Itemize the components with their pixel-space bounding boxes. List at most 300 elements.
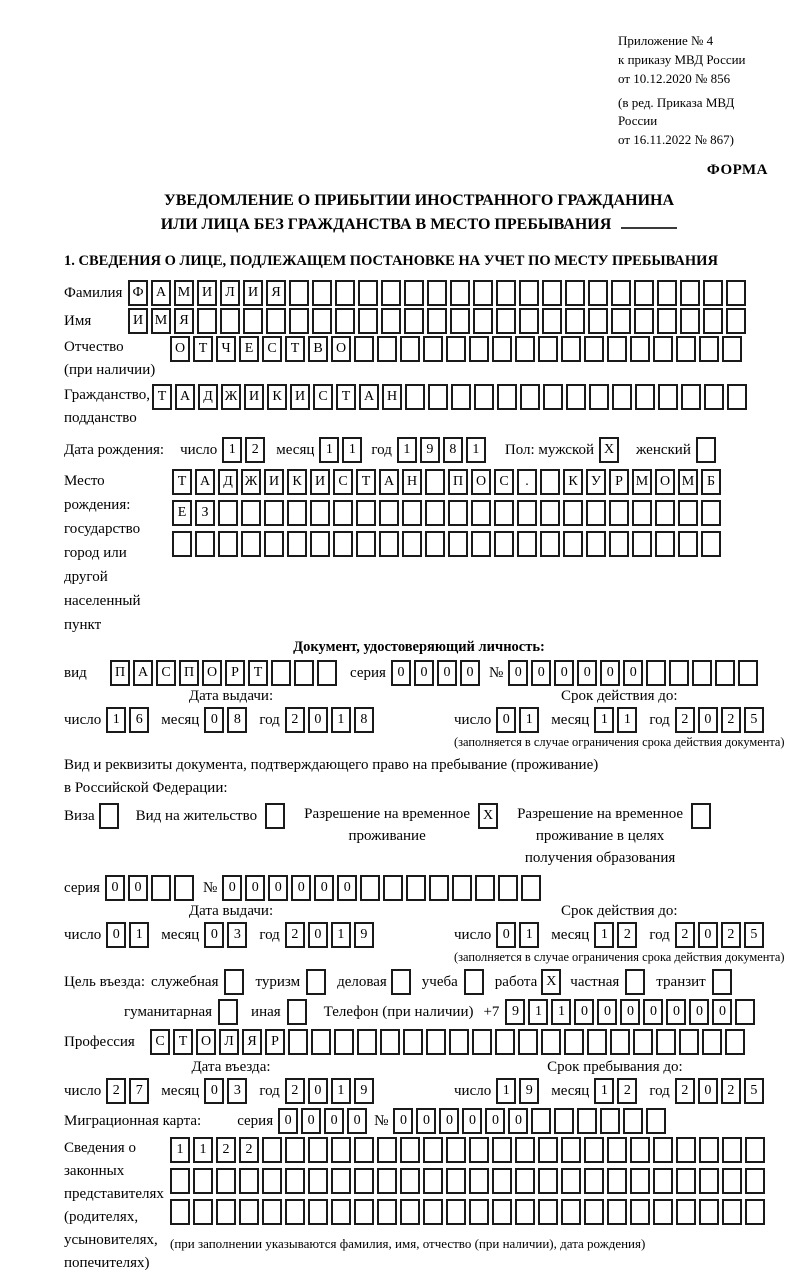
form-cell[interactable]: 1 xyxy=(496,1078,516,1104)
form-cell[interactable] xyxy=(451,384,471,410)
form-cell[interactable] xyxy=(151,875,171,901)
form-cell[interactable] xyxy=(264,531,284,557)
form-cell[interactable] xyxy=(542,308,562,334)
form-cell[interactable] xyxy=(554,1108,574,1134)
form-cell[interactable] xyxy=(469,1199,489,1225)
form-cell[interactable] xyxy=(584,1137,604,1163)
form-cell[interactable]: З xyxy=(195,500,215,526)
form-cell[interactable]: О xyxy=(331,336,351,362)
form-cell[interactable] xyxy=(566,384,586,410)
form-cell[interactable]: 0 xyxy=(222,875,242,901)
form-cell[interactable] xyxy=(563,531,583,557)
form-cell[interactable] xyxy=(406,875,426,901)
form-cell[interactable] xyxy=(630,1168,650,1194)
form-cell[interactable]: 0 xyxy=(268,875,288,901)
form-cell[interactable] xyxy=(701,531,721,557)
form-cell[interactable] xyxy=(331,1168,351,1194)
form-cell[interactable] xyxy=(174,875,194,901)
form-cell[interactable]: 0 xyxy=(485,1108,505,1134)
form-cell[interactable] xyxy=(400,1199,420,1225)
form-cell[interactable] xyxy=(515,1199,535,1225)
form-cell[interactable] xyxy=(515,1168,535,1194)
form-cell[interactable] xyxy=(538,1137,558,1163)
form-cell[interactable] xyxy=(678,531,698,557)
form-cell[interactable] xyxy=(241,531,261,557)
form-cell[interactable] xyxy=(357,1029,377,1055)
form-cell[interactable]: 0 xyxy=(508,1108,528,1134)
form-cell[interactable] xyxy=(635,384,655,410)
form-cell[interactable]: 9 xyxy=(505,999,525,1025)
form-cell[interactable] xyxy=(494,500,514,526)
form-cell[interactable]: 0 xyxy=(698,922,718,948)
form-cell[interactable] xyxy=(495,1029,515,1055)
form-cell[interactable]: С xyxy=(156,660,176,686)
form-cell[interactable] xyxy=(584,1199,604,1225)
form-cell[interactable] xyxy=(471,531,491,557)
form-cell[interactable]: 0 xyxy=(462,1108,482,1134)
form-cell[interactable]: 0 xyxy=(204,1078,224,1104)
form-cell[interactable] xyxy=(517,500,537,526)
form-cell[interactable]: 9 xyxy=(519,1078,539,1104)
form-cell[interactable]: 8 xyxy=(227,707,247,733)
form-cell[interactable] xyxy=(425,500,445,526)
form-cell[interactable] xyxy=(692,660,712,686)
form-cell[interactable]: 0 xyxy=(574,999,594,1025)
form-cell[interactable] xyxy=(565,280,585,306)
form-cell[interactable] xyxy=(538,336,558,362)
form-cell[interactable]: 1 xyxy=(106,707,126,733)
form-cell[interactable] xyxy=(197,308,217,334)
form-cell[interactable]: А xyxy=(195,469,215,495)
form-cell[interactable] xyxy=(381,280,401,306)
form-cell[interactable] xyxy=(738,660,758,686)
form-cell[interactable]: 8 xyxy=(354,707,374,733)
form-cell[interactable] xyxy=(264,500,284,526)
form-cell[interactable] xyxy=(193,1199,213,1225)
form-cell[interactable] xyxy=(653,1168,673,1194)
form-cell[interactable] xyxy=(584,1168,604,1194)
form-cell[interactable] xyxy=(266,308,286,334)
form-cell[interactable] xyxy=(400,1168,420,1194)
form-cell[interactable] xyxy=(218,500,238,526)
form-cell[interactable]: Р xyxy=(225,660,245,686)
form-cell[interactable]: 1 xyxy=(331,1078,351,1104)
form-cell[interactable] xyxy=(623,1108,643,1134)
form-cell[interactable] xyxy=(429,875,449,901)
form-cell[interactable] xyxy=(239,1168,259,1194)
form-cell[interactable] xyxy=(285,1199,305,1225)
form-cell[interactable] xyxy=(492,1199,512,1225)
form-cell[interactable] xyxy=(423,1199,443,1225)
form-cell[interactable] xyxy=(646,660,666,686)
form-cell[interactable] xyxy=(195,531,215,557)
form-cell[interactable]: 0 xyxy=(291,875,311,901)
form-cell[interactable]: 0 xyxy=(623,660,643,686)
form-cell[interactable] xyxy=(577,1108,597,1134)
form-cell[interactable] xyxy=(289,308,309,334)
form-cell[interactable] xyxy=(450,280,470,306)
form-cell[interactable] xyxy=(308,1199,328,1225)
form-cell[interactable]: Л xyxy=(220,280,240,306)
form-cell[interactable] xyxy=(584,336,604,362)
form-cell[interactable] xyxy=(725,1029,745,1055)
form-cell[interactable] xyxy=(607,1168,627,1194)
form-cell[interactable] xyxy=(428,384,448,410)
checkbox-cell[interactable] xyxy=(712,969,732,995)
form-cell[interactable] xyxy=(494,531,514,557)
form-cell[interactable] xyxy=(565,308,585,334)
form-cell[interactable] xyxy=(656,1029,676,1055)
form-cell[interactable]: 2 xyxy=(106,1078,126,1104)
form-cell[interactable] xyxy=(632,500,652,526)
form-cell[interactable]: Р xyxy=(265,1029,285,1055)
form-cell[interactable]: 0 xyxy=(496,922,516,948)
form-cell[interactable]: И xyxy=(128,308,148,334)
form-cell[interactable]: 2 xyxy=(675,707,695,733)
checkbox-cell[interactable]: X xyxy=(478,803,498,829)
form-cell[interactable] xyxy=(450,308,470,334)
checkbox-cell[interactable] xyxy=(224,969,244,995)
form-cell[interactable]: Т xyxy=(152,384,172,410)
form-cell[interactable] xyxy=(241,500,261,526)
form-cell[interactable] xyxy=(610,1029,630,1055)
form-cell[interactable]: 0 xyxy=(597,999,617,1025)
form-cell[interactable] xyxy=(676,336,696,362)
form-cell[interactable] xyxy=(262,1137,282,1163)
form-cell[interactable] xyxy=(379,531,399,557)
form-cell[interactable] xyxy=(703,280,723,306)
form-cell[interactable] xyxy=(704,384,724,410)
form-cell[interactable] xyxy=(542,280,562,306)
form-cell[interactable]: 2 xyxy=(285,1078,305,1104)
form-cell[interactable] xyxy=(632,531,652,557)
form-cell[interactable]: Т xyxy=(336,384,356,410)
form-cell[interactable]: 3 xyxy=(227,1078,247,1104)
form-cell[interactable]: Ж xyxy=(241,469,261,495)
form-cell[interactable] xyxy=(377,1137,397,1163)
form-cell[interactable]: 9 xyxy=(354,1078,374,1104)
form-cell[interactable]: М xyxy=(678,469,698,495)
form-cell[interactable] xyxy=(449,1029,469,1055)
form-cell[interactable] xyxy=(360,875,380,901)
form-cell[interactable]: У xyxy=(586,469,606,495)
form-cell[interactable] xyxy=(400,336,420,362)
form-cell[interactable] xyxy=(216,1168,236,1194)
form-cell[interactable]: 0 xyxy=(347,1108,367,1134)
checkbox-cell[interactable]: X xyxy=(599,437,619,463)
form-cell[interactable] xyxy=(519,280,539,306)
form-cell[interactable] xyxy=(630,1137,650,1163)
checkbox-cell[interactable] xyxy=(696,437,716,463)
form-cell[interactable] xyxy=(310,531,330,557)
form-cell[interactable] xyxy=(543,384,563,410)
form-cell[interactable]: 2 xyxy=(216,1137,236,1163)
form-cell[interactable] xyxy=(745,1168,765,1194)
form-cell[interactable]: И xyxy=(197,280,217,306)
form-cell[interactable] xyxy=(681,384,701,410)
form-cell[interactable] xyxy=(564,1029,584,1055)
form-cell[interactable] xyxy=(262,1168,282,1194)
form-cell[interactable] xyxy=(517,531,537,557)
form-cell[interactable]: 0 xyxy=(308,1078,328,1104)
form-cell[interactable] xyxy=(423,1137,443,1163)
form-cell[interactable]: 2 xyxy=(617,922,637,948)
form-cell[interactable]: 2 xyxy=(285,707,305,733)
form-cell[interactable]: М xyxy=(632,469,652,495)
form-cell[interactable]: О xyxy=(202,660,222,686)
form-cell[interactable]: 0 xyxy=(554,660,574,686)
form-cell[interactable] xyxy=(289,280,309,306)
form-cell[interactable] xyxy=(446,336,466,362)
form-cell[interactable] xyxy=(400,1137,420,1163)
form-cell[interactable]: Я xyxy=(266,280,286,306)
form-cell[interactable]: 3 xyxy=(227,922,247,948)
form-cell[interactable] xyxy=(676,1168,696,1194)
form-cell[interactable] xyxy=(354,1137,374,1163)
form-cell[interactable] xyxy=(377,1199,397,1225)
form-cell[interactable]: 1 xyxy=(342,437,362,463)
form-cell[interactable] xyxy=(680,308,700,334)
form-cell[interactable]: 2 xyxy=(245,437,265,463)
form-cell[interactable]: Б xyxy=(701,469,721,495)
form-cell[interactable]: К xyxy=(267,384,287,410)
form-cell[interactable]: И xyxy=(264,469,284,495)
form-cell[interactable]: 0 xyxy=(128,875,148,901)
form-cell[interactable] xyxy=(402,500,422,526)
form-cell[interactable] xyxy=(170,1168,190,1194)
form-cell[interactable] xyxy=(308,1168,328,1194)
form-cell[interactable]: 1 xyxy=(222,437,242,463)
form-cell[interactable]: 9 xyxy=(354,922,374,948)
form-cell[interactable]: Ф xyxy=(128,280,148,306)
form-cell[interactable] xyxy=(312,280,332,306)
form-cell[interactable]: 0 xyxy=(666,999,686,1025)
form-cell[interactable] xyxy=(678,500,698,526)
form-cell[interactable]: Ч xyxy=(216,336,236,362)
form-cell[interactable]: Т xyxy=(172,469,192,495)
form-cell[interactable]: 0 xyxy=(600,660,620,686)
form-cell[interactable]: 1 xyxy=(519,707,539,733)
form-cell[interactable]: 0 xyxy=(308,707,328,733)
form-cell[interactable]: 0 xyxy=(689,999,709,1025)
form-cell[interactable]: 2 xyxy=(675,922,695,948)
form-cell[interactable] xyxy=(680,280,700,306)
form-cell[interactable] xyxy=(496,280,516,306)
form-cell[interactable] xyxy=(287,500,307,526)
form-cell[interactable] xyxy=(377,336,397,362)
form-cell[interactable]: 0 xyxy=(643,999,663,1025)
form-cell[interactable] xyxy=(334,1029,354,1055)
form-cell[interactable] xyxy=(312,308,332,334)
form-cell[interactable]: Я xyxy=(174,308,194,334)
form-cell[interactable] xyxy=(243,308,263,334)
form-cell[interactable] xyxy=(561,1199,581,1225)
form-cell[interactable] xyxy=(331,1137,351,1163)
form-cell[interactable] xyxy=(518,1029,538,1055)
form-cell[interactable] xyxy=(630,1199,650,1225)
form-cell[interactable]: 2 xyxy=(721,922,741,948)
form-cell[interactable]: 0 xyxy=(314,875,334,901)
form-cell[interactable] xyxy=(271,660,291,686)
form-cell[interactable]: 1 xyxy=(528,999,548,1025)
form-cell[interactable]: 0 xyxy=(324,1108,344,1134)
form-cell[interactable]: Е xyxy=(172,500,192,526)
form-cell[interactable] xyxy=(612,384,632,410)
form-cell[interactable] xyxy=(699,1137,719,1163)
form-cell[interactable] xyxy=(611,308,631,334)
form-cell[interactable] xyxy=(354,1199,374,1225)
form-cell[interactable] xyxy=(427,280,447,306)
form-cell[interactable]: 2 xyxy=(721,1078,741,1104)
form-cell[interactable] xyxy=(611,280,631,306)
form-cell[interactable]: Е xyxy=(239,336,259,362)
form-cell[interactable]: 0 xyxy=(416,1108,436,1134)
checkbox-cell[interactable] xyxy=(287,999,307,1025)
form-cell[interactable]: 2 xyxy=(721,707,741,733)
form-cell[interactable] xyxy=(492,336,512,362)
form-cell[interactable]: 1 xyxy=(617,707,637,733)
form-cell[interactable] xyxy=(563,500,583,526)
form-cell[interactable]: 1 xyxy=(331,922,351,948)
form-cell[interactable] xyxy=(676,1199,696,1225)
form-cell[interactable] xyxy=(193,1168,213,1194)
form-cell[interactable] xyxy=(701,500,721,526)
form-cell[interactable]: И xyxy=(243,280,263,306)
form-cell[interactable]: 9 xyxy=(420,437,440,463)
form-cell[interactable] xyxy=(540,469,560,495)
form-cell[interactable]: 0 xyxy=(620,999,640,1025)
form-cell[interactable] xyxy=(655,500,675,526)
form-cell[interactable] xyxy=(218,531,238,557)
form-cell[interactable] xyxy=(288,1029,308,1055)
form-cell[interactable] xyxy=(311,1029,331,1055)
form-cell[interactable] xyxy=(540,500,560,526)
form-cell[interactable]: М xyxy=(151,308,171,334)
form-cell[interactable] xyxy=(646,1108,666,1134)
form-cell[interactable] xyxy=(745,1137,765,1163)
form-cell[interactable] xyxy=(587,1029,607,1055)
form-cell[interactable] xyxy=(448,531,468,557)
form-cell[interactable] xyxy=(380,1029,400,1055)
form-cell[interactable]: 0 xyxy=(460,660,480,686)
form-cell[interactable]: 0 xyxy=(698,707,718,733)
form-cell[interactable] xyxy=(317,660,337,686)
form-cell[interactable]: П xyxy=(448,469,468,495)
form-cell[interactable]: 0 xyxy=(577,660,597,686)
form-cell[interactable]: 1 xyxy=(193,1137,213,1163)
form-cell[interactable]: 0 xyxy=(698,1078,718,1104)
form-cell[interactable] xyxy=(473,280,493,306)
form-cell[interactable] xyxy=(630,336,650,362)
form-cell[interactable]: А xyxy=(151,280,171,306)
form-cell[interactable] xyxy=(216,1199,236,1225)
form-cell[interactable] xyxy=(561,1168,581,1194)
form-cell[interactable] xyxy=(634,280,654,306)
form-cell[interactable] xyxy=(600,1108,620,1134)
form-cell[interactable] xyxy=(446,1168,466,1194)
form-cell[interactable] xyxy=(383,875,403,901)
form-cell[interactable]: Н xyxy=(402,469,422,495)
form-cell[interactable] xyxy=(492,1168,512,1194)
form-cell[interactable]: А xyxy=(379,469,399,495)
form-cell[interactable]: К xyxy=(287,469,307,495)
form-cell[interactable] xyxy=(607,336,627,362)
form-cell[interactable]: 0 xyxy=(337,875,357,901)
form-cell[interactable] xyxy=(588,308,608,334)
form-cell[interactable] xyxy=(722,1137,742,1163)
form-cell[interactable] xyxy=(446,1199,466,1225)
form-cell[interactable] xyxy=(474,384,494,410)
form-cell[interactable] xyxy=(333,531,353,557)
form-cell[interactable]: И xyxy=(290,384,310,410)
form-cell[interactable] xyxy=(702,1029,722,1055)
form-cell[interactable] xyxy=(333,500,353,526)
form-cell[interactable] xyxy=(669,660,689,686)
form-cell[interactable] xyxy=(633,1029,653,1055)
form-cell[interactable] xyxy=(745,1199,765,1225)
form-cell[interactable]: 1 xyxy=(331,707,351,733)
form-cell[interactable]: О xyxy=(655,469,675,495)
form-cell[interactable] xyxy=(358,280,378,306)
form-cell[interactable] xyxy=(735,999,755,1025)
form-cell[interactable] xyxy=(285,1168,305,1194)
form-cell[interactable] xyxy=(609,531,629,557)
form-cell[interactable]: М xyxy=(174,280,194,306)
form-cell[interactable] xyxy=(520,384,540,410)
form-cell[interactable] xyxy=(531,1108,551,1134)
form-cell[interactable] xyxy=(469,1168,489,1194)
form-cell[interactable] xyxy=(609,500,629,526)
form-cell[interactable] xyxy=(726,280,746,306)
form-cell[interactable]: О xyxy=(471,469,491,495)
form-cell[interactable] xyxy=(446,1137,466,1163)
form-cell[interactable] xyxy=(473,308,493,334)
form-cell[interactable] xyxy=(722,1199,742,1225)
form-cell[interactable] xyxy=(404,280,424,306)
checkbox-cell[interactable] xyxy=(265,803,285,829)
form-cell[interactable] xyxy=(405,384,425,410)
form-cell[interactable]: 0 xyxy=(414,660,434,686)
form-cell[interactable] xyxy=(354,336,374,362)
form-cell[interactable]: А xyxy=(175,384,195,410)
form-cell[interactable] xyxy=(285,1137,305,1163)
form-cell[interactable]: 5 xyxy=(744,1078,764,1104)
form-cell[interactable]: Т xyxy=(285,336,305,362)
form-cell[interactable]: 0 xyxy=(301,1108,321,1134)
form-cell[interactable]: 0 xyxy=(531,660,551,686)
form-cell[interactable] xyxy=(679,1029,699,1055)
form-cell[interactable] xyxy=(538,1199,558,1225)
form-cell[interactable] xyxy=(354,1168,374,1194)
form-cell[interactable]: 6 xyxy=(129,707,149,733)
form-cell[interactable]: 1 xyxy=(551,999,571,1025)
form-cell[interactable]: Т xyxy=(356,469,376,495)
form-cell[interactable] xyxy=(540,531,560,557)
form-cell[interactable] xyxy=(497,384,517,410)
form-cell[interactable] xyxy=(699,336,719,362)
form-cell[interactable] xyxy=(469,1137,489,1163)
form-cell[interactable] xyxy=(515,1137,535,1163)
form-cell[interactable] xyxy=(492,1137,512,1163)
form-cell[interactable] xyxy=(427,308,447,334)
form-cell[interactable]: 1 xyxy=(170,1137,190,1163)
form-cell[interactable] xyxy=(561,336,581,362)
form-cell[interactable]: 1 xyxy=(397,437,417,463)
form-cell[interactable] xyxy=(703,308,723,334)
form-cell[interactable]: И xyxy=(244,384,264,410)
form-cell[interactable]: Т xyxy=(173,1029,193,1055)
form-cell[interactable]: 0 xyxy=(204,922,224,948)
